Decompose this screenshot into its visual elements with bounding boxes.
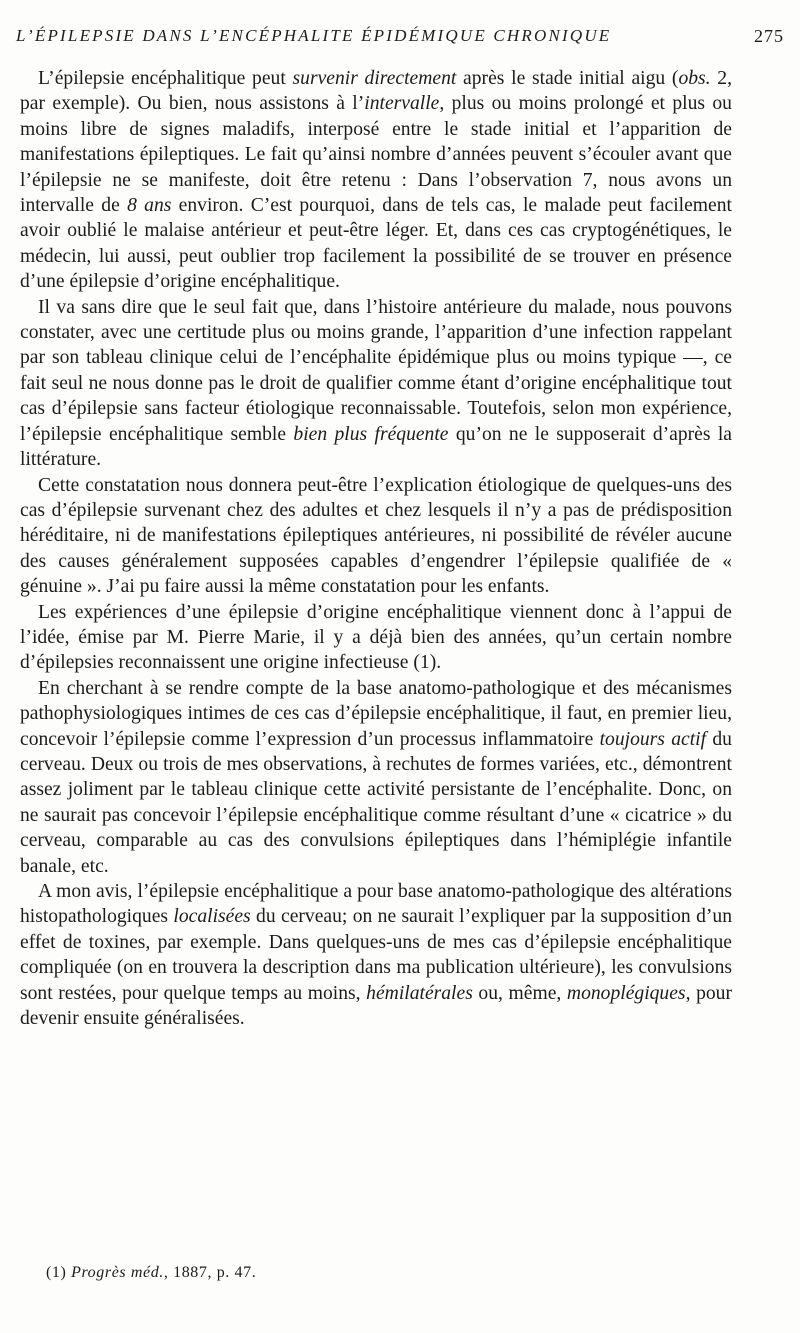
italic-text: 8 ans <box>127 195 172 217</box>
italic-text: intervalle <box>364 93 440 115</box>
text-run: , pour devenir ensuite généralisées. <box>20 982 732 1030</box>
body-text <box>20 66 732 1031</box>
footnote-details: , 1887, p. 47. <box>163 1264 257 1281</box>
page-number: 275 <box>754 26 784 46</box>
text-run: du cerveau. Deux ou trois de mes observations, à rechutes de formes variées, etc., démontrent assez joliment par le tableau clinique cette activité persistante de l’encéphalite. Donc, on ne saurait pas concevoir l’épilepsie encéphalitique comme résultant d’une « cicatrice » du cerveau, comparable au cas des convulsions épileptiques dans l’hémiplégie infantile banale, etc. <box>20 728 732 877</box>
footnote-source: Progrès méd. <box>71 1264 164 1281</box>
italic-text: toujours actif <box>599 728 707 750</box>
italic-text: survenir directement <box>292 68 457 89</box>
paragraph-4 <box>20 600 732 676</box>
text-run: , plus ou moins prolongé et plus ou moins libre de signes maladifs, interposé entre le stade initial et l’apparition de manifestations épileptiques. Le fait qu’ainsi nombre d’années peuvent s’écouler avant que l’épilepsie ne se manifeste, doit être retenu : Dans l’observation 7, nous avons un intervalle de <box>20 93 732 217</box>
text-run: 2, par exemple). Ou bien, nous assistons à l’ <box>20 68 733 115</box>
paragraph-1 <box>20 66 732 295</box>
text-run: Il va sans dire que le seul fait que, dans l’histoire antérieure du malade, nous pouvons constater, avec une certitude plus ou moins grande, l’apparition d’une infection rappelant par son tableau clinique celui de l’encéphalite épidémique plus ou moins typique —, ce fait seul ne nous donne pas le droit de qualifier comme étant d’origine encéphalitique tout cas d’épilepsie sans facteur étiologique reconnaissable. Toutefois, selon mon expérience, l’épilepsie encéphalitique semble <box>20 296 732 445</box>
text-run: L’épilepsie encéphalitique peut <box>38 68 293 89</box>
text-run: En cherchant à se rendre compte de la base anatomo-pathologique et des mécanismes pathophysiologiques intimes de ces cas d’épilepsie encéphalitique, il faut, en premier lieu, concevoir l’épilepsie comme l’expression d’un processus inflammatoire <box>20 677 732 750</box>
italic-text: obs. <box>678 68 711 89</box>
text-run: qu’on ne le supposerait d’après la littérature. <box>20 423 732 471</box>
text-run: du cerveau; on ne saurait l’expliquer par la supposition d’un effet de toxines, par exemple. Dans quelques-uns de mes cas d’épilepsie encéphalitique compliquée (on en trouvera la description dans ma publication ultérieure), les convulsions sont restées, pour quelque temps au moins, <box>20 906 732 1004</box>
paragraph-2 <box>20 295 732 473</box>
text-run: ou, même, <box>472 982 567 1004</box>
italic-text: monoplégiques <box>566 982 686 1004</box>
footnote <box>46 1264 256 1282</box>
running-head <box>16 26 784 56</box>
paragraph-6 <box>20 879 732 1031</box>
italic-text: hémilatérales <box>366 982 473 1004</box>
text-run: environ. C’est pourquoi, dans de tels cas, le malade peut facilement avoir oublié le malaise antérieur et peut-être léger. Et, dans ces cas cryptogénétiques, le médecin, lui aussi, peut oublier trop facilement la possibilité de se trouver en présence d’une épilepsie d’origine encéphalitique. <box>20 195 732 293</box>
italic-text: localisées <box>173 906 251 928</box>
italic-text: bien plus fréquente <box>293 423 449 445</box>
text-run: Cette constatation nous donnera peut-être l’explication étiologique de quelques-uns des cas d’épilepsie survenant chez des adultes et chez lesquels il n’y a pas de prédisposition héréditaire, ni de manifestations épileptiques antérieures, ni possibilité de révéler aucune des causes généralement supposées capables d’engendrer l’épilepsie qualifiée de « génuine ». J’ai pu faire aussi la même constatation pour les enfants. <box>20 474 732 598</box>
text-run: après le stade initial aigu ( <box>456 68 679 89</box>
text-run: Les expériences d’une épilepsie d’origine encéphalitique viennent donc à l’appui de l’idée, émise par M. Pierre Marie, il y a déjà bien des années, qu’un certain nombre d’épilepsies reconnaissent une origine infectieuse (1). <box>20 601 732 674</box>
paragraph-3 <box>20 473 732 600</box>
paragraph-5 <box>20 676 732 879</box>
footnote-marker: (1) <box>46 1264 67 1281</box>
running-title: L’ÉPILEPSIE DANS L’ENCÉPHALITE ÉPIDÉMIQUE CHRONIQUE <box>16 26 612 45</box>
text-run: A mon avis, l’épilepsie encéphalitique a pour base anatomo-pathologique des altérations histopathologiques <box>20 881 732 928</box>
